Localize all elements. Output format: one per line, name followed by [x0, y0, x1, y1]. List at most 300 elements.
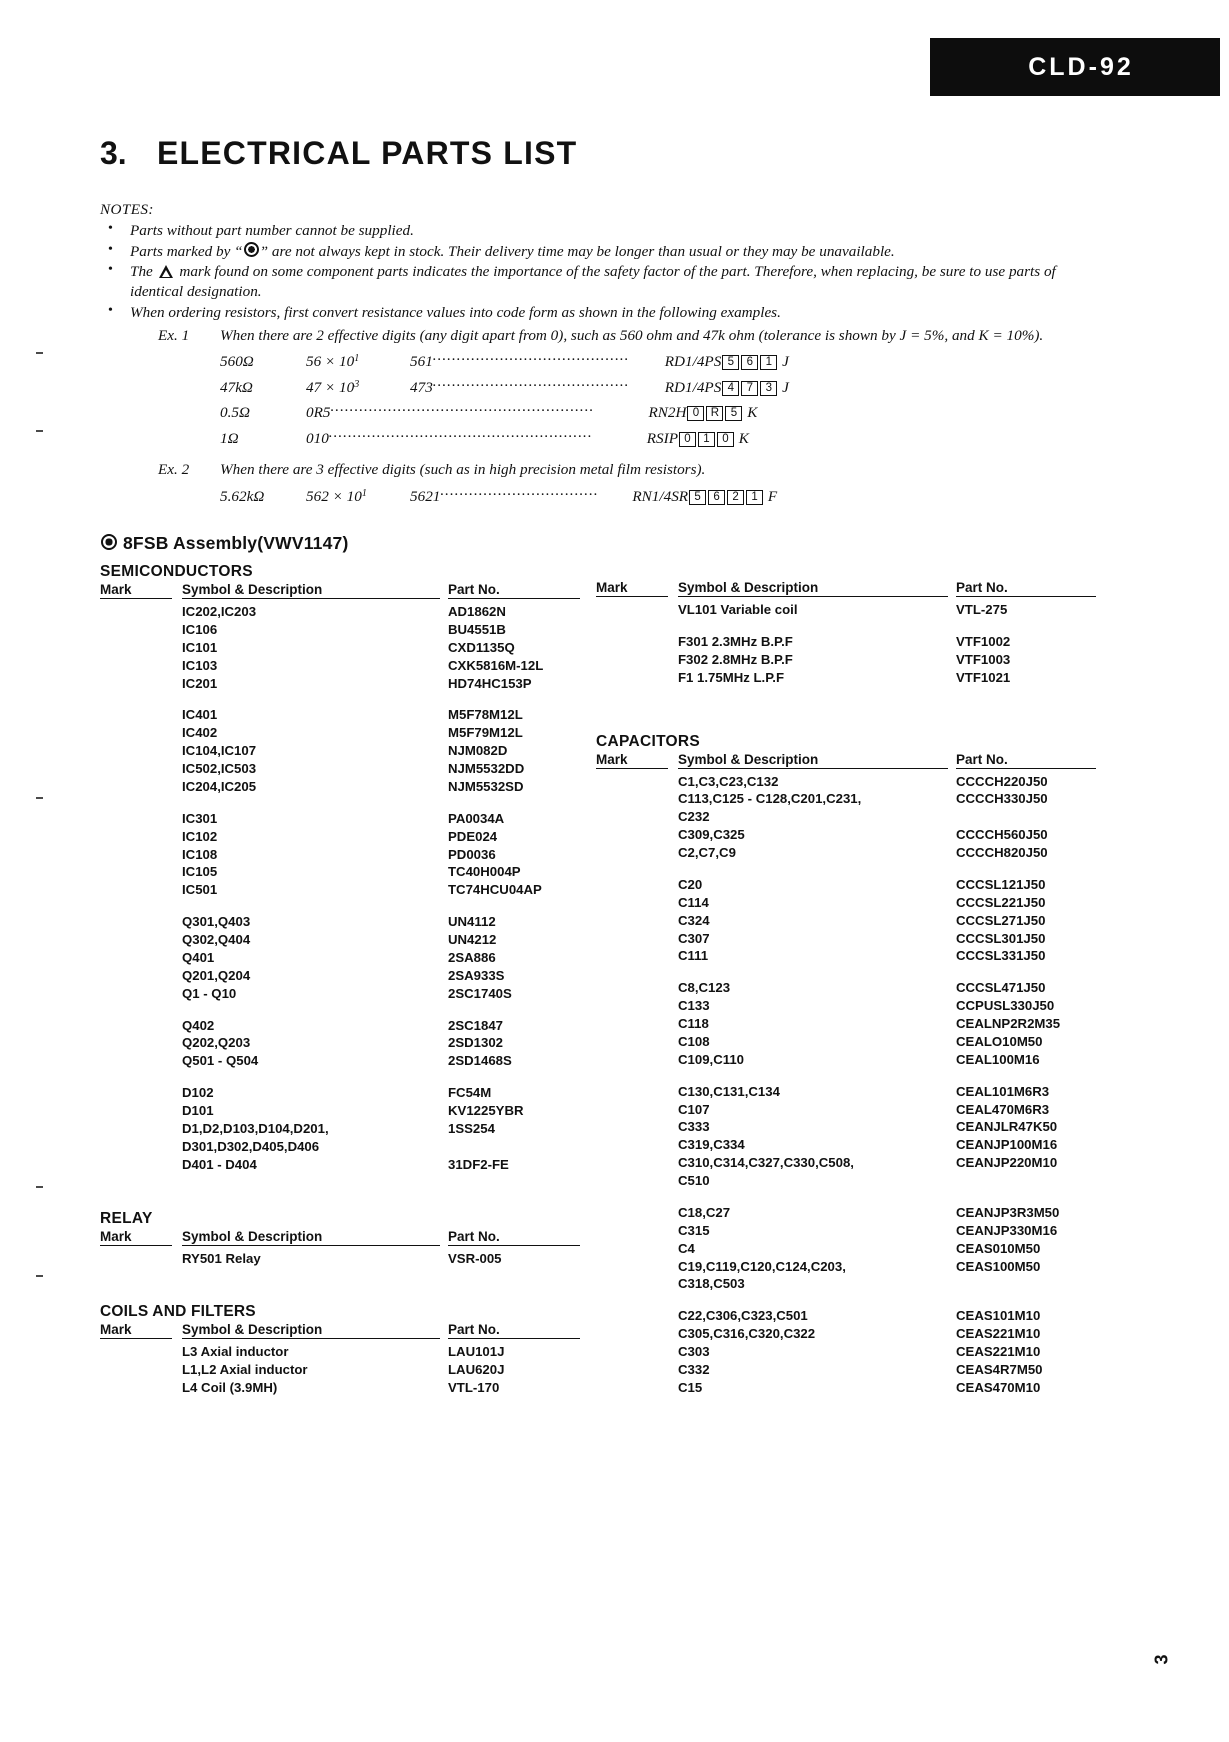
parts-table-body — [596, 601, 1096, 687]
table-row — [596, 1015, 1096, 1033]
cell-symbol-description: C133 — [678, 998, 710, 1014]
cell-symbol-description: C20 — [678, 876, 703, 892]
leader-dots: ....................................................... — [330, 398, 595, 416]
cell-part-no: CEANJP220M10 — [956, 1155, 1058, 1171]
cell-mark — [100, 1343, 172, 1361]
cell-symbol-description: C130,C131,C134 — [678, 1083, 780, 1099]
cell-mark — [596, 1343, 668, 1361]
table-row — [100, 1343, 580, 1361]
parts-table-body — [596, 773, 1096, 1397]
cell-part-no: CEAL101M6R3 — [956, 1083, 1050, 1099]
cell-symbol-description: Q1 - Q10 — [182, 985, 237, 1001]
cell-mark — [596, 1222, 668, 1240]
table-row — [100, 967, 580, 985]
cell-symbol-description: C310,C314,C327,C330,C508, — [678, 1155, 854, 1171]
cell-part-no: 1SS254 — [448, 1120, 495, 1136]
table-row — [596, 1083, 1096, 1101]
cell-mark — [596, 1051, 668, 1069]
table-row — [596, 1101, 1096, 1119]
cell-part-no: CCCSL301J50 — [956, 930, 1046, 946]
table-row — [100, 742, 580, 760]
cell-part-no: CCCCH820J50 — [956, 845, 1048, 860]
table-row — [100, 778, 580, 796]
cell-symbol-description: Q202,Q203 — [182, 1035, 251, 1051]
example-2-code-table — [158, 481, 1110, 507]
column-header-symbol: Symbol & Description — [182, 582, 440, 599]
leader-dots: ......................................... — [432, 347, 630, 365]
cell-part-no — [448, 1138, 580, 1156]
cell-mark — [100, 706, 172, 724]
cell-symbol-description: C114 — [678, 894, 709, 910]
row-spacer — [596, 619, 1096, 633]
cell-part-no: VTF1002 — [956, 633, 1011, 649]
cell-symbol-description: C2,C7,C9 — [678, 845, 736, 860]
cell-part-no: CCCCH220J50 — [956, 773, 1048, 789]
row-spacer — [596, 1069, 1096, 1083]
table-row — [596, 1240, 1096, 1258]
parts-section-title: SEMICONDUCTORS — [100, 563, 253, 580]
cell-mark — [100, 1084, 172, 1102]
cell-part-no: VSR-005 — [448, 1250, 502, 1266]
cell-mark — [596, 826, 668, 844]
cell-mark — [100, 828, 172, 846]
resistance-value: 560Ω — [220, 353, 254, 370]
cell-mark — [100, 881, 172, 899]
code-row — [220, 372, 1110, 398]
cell-symbol-description: Q201,Q204 — [182, 967, 251, 983]
parts-column-left — [100, 563, 580, 1397]
cell-mark — [100, 985, 172, 1003]
parts-section-semiconductors — [100, 563, 580, 1174]
table-row — [596, 1325, 1096, 1343]
cell-mark — [596, 1204, 668, 1222]
cell-part-no: CEALO10M50 — [956, 1033, 1043, 1049]
cell-symbol-description: C319,C334 — [678, 1137, 745, 1153]
model-name-badge — [930, 38, 1220, 96]
cell-mark — [596, 1258, 668, 1276]
parts-table-header — [596, 580, 1096, 597]
cell-mark — [100, 1102, 172, 1120]
cell-mark — [596, 997, 668, 1015]
cell-part-no: FC54M — [448, 1085, 492, 1101]
cell-part-no: NJM082D — [448, 743, 508, 759]
code-cell: 561......................................... RD1/4PS 5 6 1 J — [410, 347, 789, 370]
column-header-part-no: Part No. — [956, 580, 1096, 597]
cell-mark — [596, 1118, 668, 1136]
cell-symbol-description: C307 — [678, 930, 710, 946]
parts-table-header — [100, 1322, 580, 1339]
table-row — [596, 930, 1096, 948]
cell-mark — [100, 846, 172, 864]
cell-part-no: CEAS100M50 — [956, 1258, 1041, 1274]
example-text: When there are 3 effective digits (such as in high precision metal film resistors). — [220, 461, 706, 479]
notes-label: NOTES: — [100, 201, 154, 218]
cell-symbol-description: D102 — [182, 1085, 214, 1101]
code-row — [220, 481, 1110, 507]
column-header-symbol: Symbol & Description — [182, 1322, 440, 1339]
cell-symbol-description: IC301 — [182, 810, 218, 826]
table-row — [596, 601, 1096, 619]
cell-part-no: M5F79M12L — [448, 725, 523, 741]
scientific-notation: $562 \times 10^1$ — [306, 487, 367, 505]
table-row — [596, 997, 1096, 1015]
cell-mark — [596, 894, 668, 912]
cell-mark — [596, 790, 668, 808]
cell-symbol-description: C8,C123 — [678, 980, 731, 996]
cell-part-no: 31DF2-FE — [448, 1156, 509, 1172]
cell-part-no: CCCSL121J50 — [956, 876, 1046, 892]
table-row — [596, 1154, 1096, 1172]
availability-mark-icon — [101, 534, 117, 550]
scientific-notation: $56 \times 10^1$ — [306, 353, 360, 370]
cell-symbol-description: Q302,Q404 — [182, 932, 251, 947]
cell-mark — [100, 1052, 172, 1070]
cell-mark — [100, 810, 172, 828]
note-text: Parts marked by “ — [130, 242, 243, 260]
cell-mark — [596, 1172, 668, 1190]
cell-part-no: NJM5532SD — [448, 778, 524, 794]
cell-part-no: CEAL470M6R3 — [956, 1101, 1050, 1117]
example-text: When there are 2 effective digits (any digit apart from 0), such as 560 ohm and 47k ohm (tolerance is shown by J = 5%, and K = 10%). — [220, 326, 1044, 344]
table-row — [100, 1052, 580, 1070]
cell-symbol-description: C303 — [678, 1344, 710, 1359]
note-text: Parts without part number cannot be supplied. — [130, 221, 414, 239]
parts-section-coils-and-filters — [100, 1303, 580, 1397]
resistance-value: 0.5Ω — [220, 404, 250, 421]
cell-symbol-description: C4 — [678, 1240, 695, 1256]
table-row — [596, 876, 1096, 894]
table-row — [100, 1102, 580, 1120]
cell-symbol-description: F302 2.8MHz B.P.F — [678, 651, 793, 667]
cell-mark — [596, 651, 668, 669]
row-spacer — [596, 965, 1096, 979]
cell-mark — [596, 1325, 668, 1343]
table-row — [596, 1307, 1096, 1325]
cell-part-no: CCCSL221J50 — [956, 894, 1046, 910]
cell-symbol-description: C318,C503 — [678, 1276, 745, 1292]
cell-symbol-description: C107 — [678, 1101, 710, 1117]
cell-mark — [100, 1361, 172, 1379]
cell-part-no — [956, 1275, 1096, 1293]
cell-mark — [100, 1138, 172, 1156]
cell-symbol-description: C232 — [678, 809, 710, 825]
margin-tick — [36, 352, 43, 354]
cell-part-no: CXD1135Q — [448, 639, 515, 655]
table-row — [596, 1222, 1096, 1240]
table-row — [100, 1156, 580, 1174]
parts-table-header — [100, 1229, 580, 1246]
cell-symbol-description: C309,C325 — [678, 827, 745, 843]
table-row — [596, 669, 1096, 687]
row-spacer — [596, 1190, 1096, 1204]
cell-mark — [596, 930, 668, 948]
cell-symbol-description: D1,D2,D103,D104,D201, — [182, 1120, 329, 1136]
table-row — [596, 912, 1096, 930]
cell-part-no: CXK5816M-12L — [448, 657, 544, 673]
cell-symbol-description: C1,C3,C23,C132 — [678, 773, 779, 789]
cell-part-no: UN4212 — [448, 932, 497, 947]
table-row — [100, 1250, 580, 1268]
leader-dots: ......................................... — [432, 372, 630, 390]
table-row — [100, 1084, 580, 1102]
cell-part-no: M5F78M12L — [448, 707, 523, 723]
row-spacer — [100, 796, 580, 810]
example-tag: Ex. 1 — [158, 326, 190, 344]
cell-symbol-description: L3 Axial inductor — [182, 1344, 289, 1360]
cell-mark — [100, 639, 172, 657]
cell-part-no: CEALNP2R2M35 — [956, 1016, 1061, 1031]
cell-mark — [596, 1033, 668, 1051]
code-row — [220, 423, 1110, 449]
cell-part-no: 2SD1468S — [448, 1053, 512, 1069]
table-row — [100, 657, 580, 675]
cell-mark — [100, 760, 172, 778]
parts-table-header — [100, 582, 580, 599]
cell-mark — [100, 1017, 172, 1035]
column-header-part-no: Part No. — [448, 1229, 580, 1246]
leader-dots: ....................................................... — [328, 423, 593, 441]
cell-part-no: 2SA886 — [448, 949, 496, 965]
parts-column-right — [596, 580, 1096, 1397]
cell-part-no: 2SC1740S — [448, 985, 512, 1001]
cell-part-no — [956, 808, 1096, 826]
table-row — [596, 1204, 1096, 1222]
cell-part-no: 2SC1847 — [448, 1017, 503, 1033]
example-1-code-table — [158, 346, 1110, 448]
cell-part-no: VTF1021 — [956, 669, 1011, 685]
table-row — [100, 724, 580, 742]
cell-part-no: CEANJLR47K50 — [956, 1119, 1058, 1135]
table-row — [100, 1138, 580, 1156]
table-row — [100, 1034, 580, 1052]
cell-part-no: CEAS010M50 — [956, 1240, 1041, 1256]
cell-symbol-description: C111 — [678, 948, 709, 964]
column-header-symbol: Symbol & Description — [182, 1229, 440, 1246]
cell-part-no: CEAL100M16 — [956, 1051, 1040, 1067]
cell-mark — [596, 979, 668, 997]
cell-mark — [596, 876, 668, 894]
cell-symbol-description: IC502,IC503 — [182, 761, 257, 776]
cell-part-no: CCCSL471J50 — [956, 980, 1046, 996]
table-row — [100, 828, 580, 846]
column-header-mark: Mark — [596, 752, 668, 769]
parts-section-title: COILS AND FILTERS — [100, 1303, 256, 1321]
cell-mark — [596, 669, 668, 687]
note-item — [100, 242, 1110, 262]
cell-mark — [596, 912, 668, 930]
page-number: 3 — [1151, 1654, 1172, 1665]
cell-part-no: CEANJP100M16 — [956, 1137, 1058, 1153]
note-text: ” are not always kept in stock. Their delivery time may be longer than usual or they may be unavailable. — [259, 242, 895, 260]
row-spacer — [100, 899, 580, 913]
row-spacer — [100, 1003, 580, 1017]
cell-symbol-description: C324 — [678, 912, 710, 928]
code-row — [220, 397, 1110, 423]
safety-warning-icon — [159, 265, 174, 278]
column-header-mark: Mark — [596, 580, 668, 597]
cell-mark — [100, 1034, 172, 1052]
cell-mark — [596, 633, 668, 651]
table-row — [596, 633, 1096, 651]
note-item — [100, 262, 1110, 302]
cell-part-no: VTL-170 — [448, 1380, 500, 1396]
cell-symbol-description: C22,C306,C323,C501 — [678, 1308, 808, 1324]
cell-mark — [100, 742, 172, 760]
table-row — [100, 846, 580, 864]
cell-symbol-description: C109,C110 — [678, 1051, 744, 1067]
cell-symbol-description: RY501 Relay — [182, 1250, 261, 1266]
cell-symbol-description: C18,C27 — [678, 1204, 731, 1220]
table-row — [100, 1120, 580, 1138]
cell-part-no — [956, 1172, 1096, 1190]
table-row — [596, 1343, 1096, 1361]
cell-symbol-description: Q501 - Q504 — [182, 1053, 259, 1069]
cell-symbol-description: Q401 — [182, 949, 215, 965]
model-name-text: CLD-92 — [1028, 52, 1134, 81]
cell-part-no: CCCCH330J50 — [956, 791, 1048, 807]
cell-part-no: CEAS470M10 — [956, 1379, 1041, 1395]
margin-tick — [36, 1275, 43, 1277]
cell-part-no: TC74HCU04AP — [448, 882, 542, 898]
code-cell: 010....................................................... RSIP 0 1 0 K — [306, 423, 749, 447]
cell-symbol-description: C305,C316,C320,C322 — [678, 1326, 816, 1342]
assembly-heading — [100, 533, 349, 554]
cell-mark — [596, 1083, 668, 1101]
cell-mark — [596, 1379, 668, 1397]
cell-part-no: TC40H004P — [448, 864, 521, 880]
cell-part-no: PD0036 — [448, 846, 496, 862]
table-row — [596, 1118, 1096, 1136]
assembly-label: 8FSB Assembly(VWV1147) — [123, 533, 349, 553]
cell-part-no: CEAS221M10 — [956, 1326, 1041, 1342]
cell-mark — [100, 1250, 172, 1268]
row-spacer — [100, 1070, 580, 1084]
table-row — [100, 913, 580, 931]
cell-symbol-description: D101 — [182, 1103, 214, 1118]
table-row — [596, 1361, 1096, 1379]
cell-part-no: LAU101J — [448, 1344, 505, 1360]
cell-symbol-description: IC101 — [182, 639, 218, 655]
cell-symbol-description: IC201 — [182, 675, 218, 691]
cell-part-no: UN4112 — [448, 914, 496, 930]
cell-symbol-description: L4 Coil (3.9MH) — [182, 1380, 278, 1396]
cell-part-no: LAU620J — [448, 1362, 505, 1378]
column-header-part-no: Part No. — [448, 1322, 580, 1339]
margin-tick — [36, 430, 43, 432]
cell-mark — [596, 1361, 668, 1379]
table-row — [100, 863, 580, 881]
parts-table-header — [596, 752, 1096, 769]
cell-mark — [100, 1379, 172, 1397]
table-row — [596, 1275, 1096, 1293]
page-title-text: ELECTRICAL PARTS LIST — [156, 135, 578, 171]
table-row — [596, 808, 1096, 826]
cell-part-no: KV1225YBR — [448, 1103, 524, 1118]
cell-mark — [100, 949, 172, 967]
scientific-notation: $47 \times 10^3$ — [306, 378, 360, 396]
parts-table-body — [100, 1250, 580, 1268]
column-header-mark: Mark — [100, 582, 172, 599]
note-text: When ordering resistors, first convert resistance values into code form as shown in the following examples. — [130, 303, 781, 321]
cell-symbol-description: IC202,IC203 — [182, 604, 257, 619]
cell-mark — [596, 1307, 668, 1325]
cell-mark — [596, 844, 668, 862]
cell-part-no: AD1862N — [448, 604, 506, 619]
margin-tick — [36, 1186, 43, 1188]
resistance-value: 1Ω — [220, 429, 239, 447]
table-row — [100, 760, 580, 778]
table-row — [596, 844, 1096, 862]
cell-mark — [596, 1154, 668, 1172]
cell-mark — [100, 603, 172, 621]
code-cell: 473......................................... RD1/4PS 4 7 3 J — [410, 372, 789, 396]
cell-part-no: 2SD1302 — [448, 1035, 503, 1051]
cell-mark — [100, 1156, 172, 1174]
code-cell: 5621................................. RN1/4SR 5 6 2 1 F — [410, 482, 778, 505]
table-row — [596, 826, 1096, 844]
table-row — [100, 706, 580, 724]
cell-part-no: CCPUSL330J50 — [956, 998, 1055, 1014]
table-row — [596, 773, 1096, 791]
column-header-mark: Mark — [100, 1229, 172, 1246]
cell-symbol-description: IC103 — [182, 657, 218, 673]
cell-part-no: CCCSL331J50 — [956, 948, 1046, 964]
cell-symbol-description: C315 — [678, 1222, 710, 1238]
parts-section-coils-and-filters-cont — [596, 580, 1096, 687]
column-header-symbol: Symbol & Description — [678, 580, 948, 597]
column-header-part-no: Part No. — [448, 582, 580, 599]
cell-part-no: VTL-275 — [956, 602, 1008, 617]
parts-section-capacitors — [596, 733, 1096, 1397]
cell-symbol-description: IC108 — [182, 846, 218, 862]
cell-part-no: 2SA933S — [448, 967, 505, 983]
cell-symbol-description: IC104,IC107 — [182, 743, 257, 759]
column-header-mark: Mark — [100, 1322, 172, 1339]
cell-part-no: NJM5532DD — [448, 761, 525, 776]
cell-part-no: CEAS4R7M50 — [956, 1361, 1043, 1377]
code-row — [220, 346, 1110, 372]
cell-symbol-description: IC204,IC205 — [182, 778, 257, 794]
cell-symbol-description: C113,C125 - C128,C201,C231, — [678, 791, 862, 807]
row-spacer — [100, 692, 580, 706]
cell-mark — [100, 913, 172, 931]
table-row — [100, 881, 580, 899]
resistance-value: 47kΩ — [220, 378, 253, 396]
notes-list — [100, 221, 1110, 507]
cell-symbol-description: C332 — [678, 1361, 710, 1377]
cell-part-no: HD74HC153P — [448, 675, 532, 691]
parts-section-relay — [100, 1210, 580, 1268]
table-row — [596, 894, 1096, 912]
cell-part-no: CEAS101M10 — [956, 1308, 1041, 1324]
code-cell: 0R5....................................................... RN2H 0 R 5 K — [306, 398, 758, 421]
cell-symbol-description: Q301,Q403 — [182, 914, 251, 930]
cell-symbol-description: IC501 — [182, 882, 218, 898]
cell-mark — [100, 967, 172, 985]
cell-mark — [596, 773, 668, 791]
cell-symbol-description: C333 — [678, 1119, 710, 1135]
note-item — [100, 221, 1110, 241]
resistor-example-2 — [130, 460, 1110, 506]
cell-mark — [100, 1120, 172, 1138]
table-row — [596, 947, 1096, 965]
cell-symbol-description: C118 — [678, 1016, 709, 1031]
table-row — [596, 979, 1096, 997]
cell-symbol-description: C19,C119,C120,C124,C203, — [678, 1258, 846, 1274]
table-row — [100, 603, 580, 621]
note-item — [100, 303, 1110, 507]
table-row — [100, 675, 580, 693]
